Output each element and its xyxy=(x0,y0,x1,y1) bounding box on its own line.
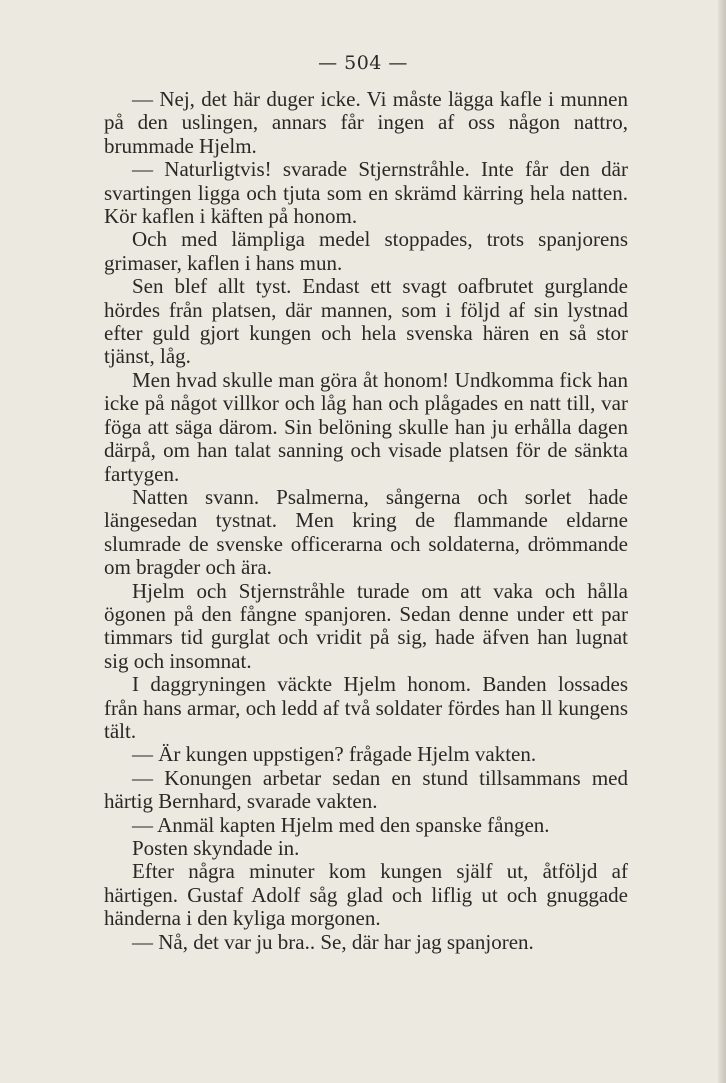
paragraph: Efter några minuter kom kungen själf ut, åtföljd af härtigen. Gustaf Adolf såg glad och liflig ut och gnuggade händerna i den kyliga morgonen. xyxy=(104,859,628,931)
paragraph: I daggryningen väckte Hjelm honom. Banden lossades från hans armar, och ledd af två soldater fördes han ll kungens tält. xyxy=(104,672,628,743)
paragraph: — Anmäl kapten Hjelm med den spanske fången. xyxy=(132,812,550,837)
body-text xyxy=(104,88,628,954)
page-edge-shadow xyxy=(718,0,726,1083)
paragraph: Och med lämpliga medel stoppades, trots spanjorens grimaser, kaflen i hans mun. xyxy=(104,227,628,275)
paragraph: — Är kungen uppstigen? frågade Hjelm vakten. xyxy=(132,742,537,767)
paragraph: Hjelm och Stjernstråhle turade om att vaka och hålla ögonen på den fångne spanjoren. Sedan denne under ett par timmars tid gurglat och vridit på sig, hade äfven han lugnat sig och insomnat. xyxy=(104,578,628,673)
paragraph: Sen blef allt tyst. Endast ett svagt oafbrutet gurglande hördes från platsen, där mannen, som i följd af sin lystnad efter guld gjort kungen och hela svenska hären en så stor tjänst, låg. xyxy=(104,274,628,369)
paragraph: Posten skyndade in. xyxy=(132,836,300,860)
paragraph: Natten svann. Psalmerna, sångerna och sorlet hade längesedan tystnat. Men kring de flammande eldarne slumrade de svenske officerarna och soldaterna, drömmande om bragder och ära. xyxy=(104,484,628,580)
paragraph: Men hvad skulle man göra åt honom! Undkomma fick han icke på något villkor och låg han och plågades en natt till, var föga att säga därom. Sin belöning skulle han ju erhålla dagen därpå, om han talat sanning och visade platsen för de sänkta fartygen. xyxy=(104,367,628,486)
page-number: — 504 — xyxy=(318,52,408,74)
paragraph: — Nå, det var ju bra.. Se, där har jag spanjoren. xyxy=(132,929,534,954)
paragraph: — Konungen arbetar sedan en stund tillsammans med härtig Bernhard, svarade vakten. xyxy=(104,765,628,814)
paragraph: — Nej, det här duger icke. Vi måste lägga kafle i munnen på den uslingen, annars får ingen af oss någon nattro, brummade Hjelm. xyxy=(104,87,628,158)
paragraph: — Naturligtvis! svarade Stjernstråhle. Inte får den där svartingen ligga och tjuta som en skrämd kärring hela natten. Kör kaflen i käften på honom. xyxy=(104,157,628,229)
